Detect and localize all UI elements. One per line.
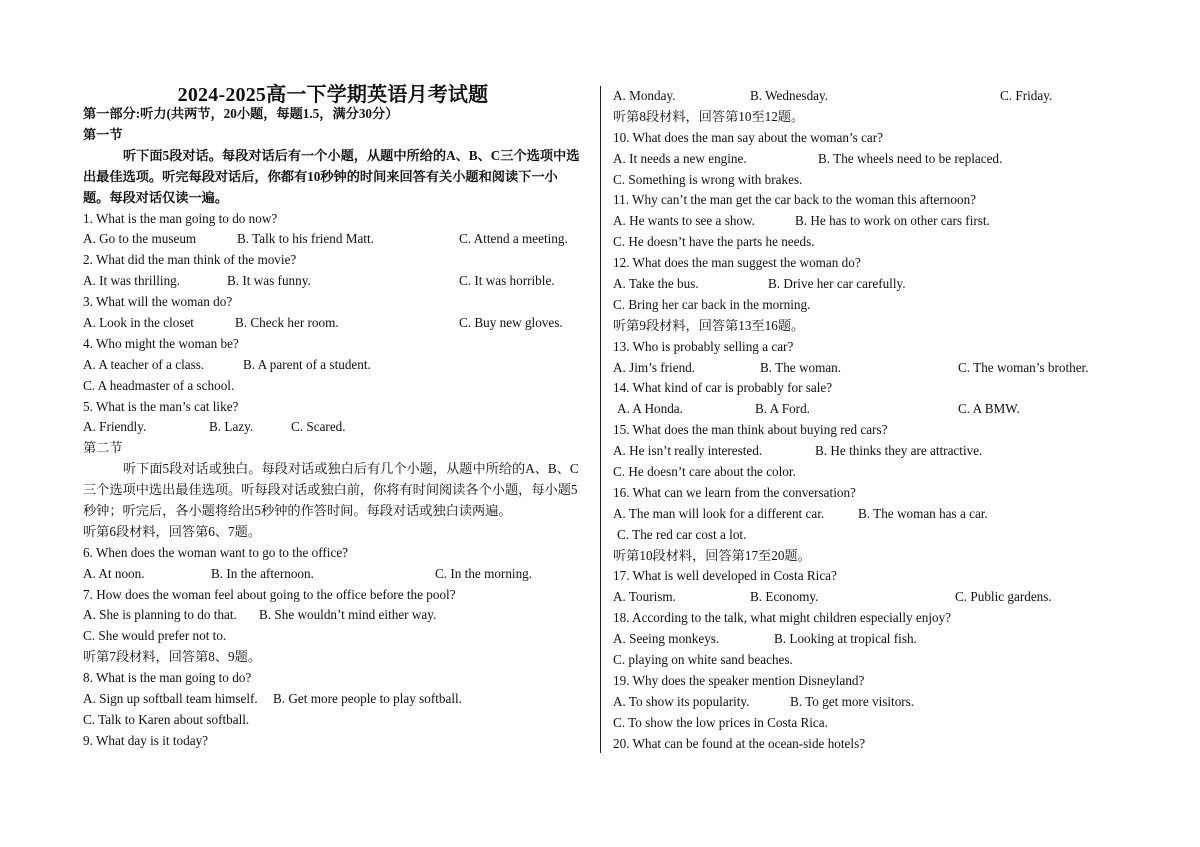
question-9: 9. What day is it today? <box>83 732 209 748</box>
options-13 <box>613 358 1133 379</box>
question-11: 11. Why can’t the man get the car back to the woman this afternoon? <box>613 192 977 208</box>
option-15b: B. He thinks they are attractive. <box>815 443 983 459</box>
option-12c: C. Bring her car back in the morning. <box>613 296 811 312</box>
options-11 <box>613 211 1133 232</box>
options-12 <box>613 274 1133 295</box>
option-11a: A. He wants to see a show. <box>613 213 755 229</box>
option-11c: C. He doesn’t have the parts he needs. <box>613 234 815 250</box>
option-4a: A. A teacher of a class. <box>83 356 205 372</box>
question-15: 15. What does the man think about buying red cars? <box>613 422 888 438</box>
option-5b: B. Lazy. <box>209 419 254 435</box>
option-10c: C. Something is wrong with brakes. <box>613 171 803 187</box>
option-8b: B. Get more people to play softball. <box>273 691 462 707</box>
option-17b: B. Economy. <box>750 589 819 605</box>
option-13c: C. The woman’s brother. <box>958 359 1089 375</box>
options-5 <box>83 417 581 438</box>
options-9 <box>613 86 1133 107</box>
option-18a: A. Seeing monkeys. <box>613 631 720 647</box>
material-9-instruction: 听第9段材料，回答第13至16题。 <box>613 317 805 333</box>
option-6a: A. At noon. <box>83 565 145 581</box>
options-16 <box>613 504 1133 525</box>
material-8-instruction: 听第8段材料，回答第10至12题。 <box>613 108 805 124</box>
column-divider <box>600 86 601 753</box>
options-3 <box>83 313 581 334</box>
option-14a: A. A Honda. <box>617 401 683 417</box>
question-10: 10. What does the man say about the woman’s car? <box>613 129 884 145</box>
question-1: 1. What is the man going to do now? <box>83 210 278 226</box>
section1-heading: 第一节 <box>83 126 123 142</box>
option-16b: B. The woman has a car. <box>858 505 988 521</box>
option-8c: C. Talk to Karen about softball. <box>83 711 250 727</box>
option-3c: C. Buy new gloves. <box>459 314 563 330</box>
material-7-instruction: 听第7段材料，回答第8、9题。 <box>83 649 262 665</box>
option-10b: B. The wheels need to be replaced. <box>818 150 1003 166</box>
question-4: 4. Who might the woman be? <box>83 335 239 351</box>
material-10-instruction: 听第10段材料，回答第17至20题。 <box>613 547 811 563</box>
option-12b: B. Drive her car carefully. <box>768 276 906 292</box>
option-1a: A. Go to the museum <box>83 231 197 247</box>
question-7: 7. How does the woman feel about going to the office before the pool? <box>83 586 456 602</box>
option-9c: C. Friday. <box>1000 88 1053 103</box>
options-2 <box>83 271 581 292</box>
material-6-instruction: 听第6段材料，回答第6、7题。 <box>83 523 262 539</box>
options-1 <box>83 229 581 250</box>
left-column <box>83 104 581 752</box>
option-7c: C. She would prefer not to. <box>83 628 227 644</box>
option-5c: C. Scared. <box>291 419 346 435</box>
question-3: 3. What will the woman do? <box>83 294 233 310</box>
question-13: 13. Who is probably selling a car? <box>613 338 794 354</box>
options-4 <box>83 355 581 376</box>
option-4c: C. A headmaster of a school. <box>83 377 235 393</box>
exam-title: 2024-2025高一下学期英语月考试题 <box>177 84 489 106</box>
options-6 <box>83 564 581 585</box>
option-11b: B. He has to work on other cars first. <box>795 213 990 229</box>
question-8: 8. What is the man going to do? <box>83 670 252 686</box>
question-14: 14. What kind of car is probably for sale? <box>613 380 833 396</box>
right-column <box>613 86 1133 755</box>
option-15c: C. He doesn’t care about the color. <box>613 464 796 480</box>
option-14b: B. A Ford. <box>755 401 810 417</box>
options-14 <box>613 399 1133 420</box>
option-9b: B. Wednesday. <box>750 88 829 103</box>
option-6b: B. In the afternoon. <box>211 565 314 581</box>
option-3a: A. Look in the closet <box>83 314 194 330</box>
option-3b: B. Check her room. <box>235 314 339 330</box>
question-20: 20. What can be found at the ocean-side hotels? <box>613 735 866 751</box>
option-7b: B. She wouldn’t mind either way. <box>259 607 437 623</box>
option-13a: A. Jim’s friend. <box>613 359 696 375</box>
option-6c: C. In the morning. <box>435 565 533 581</box>
option-7a: A. She is planning to do that. <box>83 607 237 623</box>
section1-instructions: 听下面5段对话。每段对话后有一个小题，从题中所给的A、B、C三个选项中选出最佳选项。听完每段对话后，你都有10秒钟的时间来回答有关小题和阅读下一小题。每段对话仅读一遍。 <box>83 147 580 205</box>
options-17 <box>613 587 1133 608</box>
question-19: 19. Why does the speaker mention Disneyland? <box>613 672 865 688</box>
option-15a: A. He isn’t really interested. <box>613 443 763 459</box>
question-17: 17. What is well developed in Costa Rica? <box>613 568 837 584</box>
option-17c: C. Public gardens. <box>955 589 1052 605</box>
option-14c: C. A BMW. <box>958 401 1020 417</box>
option-12a: A. Take the bus. <box>613 276 699 292</box>
section2-heading: 第二节 <box>83 440 123 456</box>
option-4b: B. A parent of a student. <box>243 356 371 372</box>
option-1c: C. Attend a meeting. <box>459 231 568 247</box>
option-13b: B. The woman. <box>760 359 842 375</box>
options-19 <box>613 692 1133 713</box>
option-17a: A. Tourism. <box>613 589 676 605</box>
option-8a: A. Sign up softball team himself. <box>83 691 258 707</box>
option-1b: B. Talk to his friend Matt. <box>237 231 374 247</box>
option-16a: A. The man will look for a different car. <box>613 505 825 521</box>
options-10 <box>613 149 1133 170</box>
option-2b: B. It was funny. <box>227 273 311 289</box>
option-19b: B. To get more visitors. <box>790 693 915 709</box>
question-16: 16. What can we learn from the conversation? <box>613 484 856 500</box>
option-19c: C. To show the low prices in Costa Rica. <box>613 714 828 730</box>
option-18b: B. Looking at tropical fish. <box>774 631 917 647</box>
options-8 <box>83 689 581 710</box>
part1-heading: 第一部分:听力(共两节，20小题，每题1.5，满分30分） <box>83 106 399 121</box>
options-7 <box>83 605 581 626</box>
option-2c: C. It was horrible. <box>459 273 555 289</box>
option-10a: A. It needs a new engine. <box>613 150 747 166</box>
option-9a: A. Monday. <box>613 88 676 103</box>
section2-instructions: 听下面5段对话或独白。每段对话或独白后有几个小题，从题中所给的A、B、C三个选项中选出最佳选项。听每段对话或独白前，你将有时间阅读各个小题，每小题5秒钟；听完后，各小题将给出5秒钟的作答时间。每段对话或独白读两遍。 <box>83 461 579 518</box>
options-15 <box>613 441 1133 462</box>
question-12: 12. What does the man suggest the woman do? <box>613 255 861 271</box>
question-6: 6. When does the woman want to go to the office? <box>83 544 349 560</box>
options-18 <box>613 629 1133 650</box>
question-2: 2. What did the man think of the movie? <box>83 252 297 268</box>
option-16c: C. The red car cost a lot. <box>617 526 747 542</box>
option-19a: A. To show its popularity. <box>613 693 750 709</box>
option-18c: C. playing on white sand beaches. <box>613 652 793 668</box>
option-2a: A. It was thrilling. <box>83 273 181 289</box>
question-18: 18. According to the talk, what might children especially enjoy? <box>613 610 952 626</box>
question-5: 5. What is the man’s cat like? <box>83 398 239 414</box>
option-5a: A. Friendly. <box>83 419 147 435</box>
